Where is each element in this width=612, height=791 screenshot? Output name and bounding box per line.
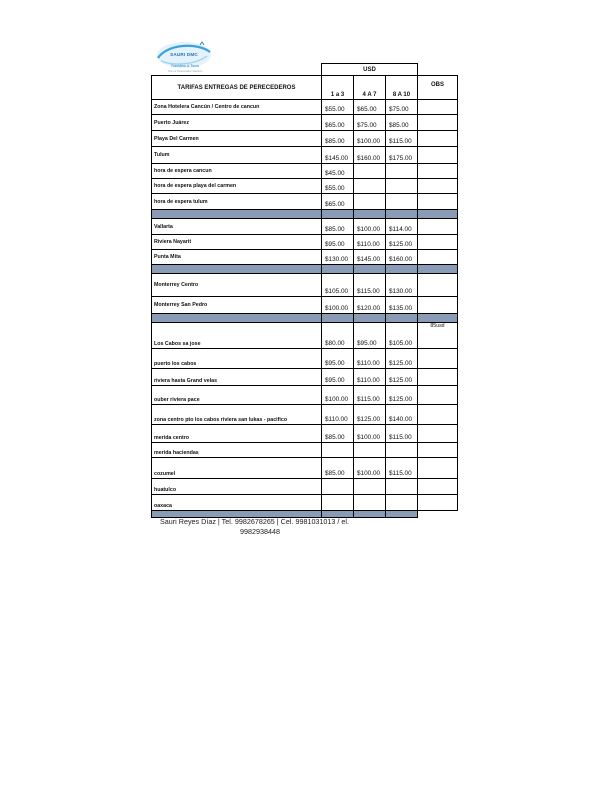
price-cell: $145.00 bbox=[354, 250, 386, 265]
price-cell: $100.00 bbox=[354, 219, 386, 235]
obs-cell bbox=[418, 425, 458, 443]
obs-cell bbox=[418, 386, 458, 405]
column-header: 4 A 7 bbox=[354, 76, 386, 100]
price-cell bbox=[354, 495, 386, 511]
table-row bbox=[152, 425, 458, 443]
location-cell: Vallarta bbox=[152, 219, 322, 235]
obs-cell bbox=[418, 235, 458, 250]
obs-cell bbox=[418, 405, 458, 425]
price-cell: $85.00 bbox=[322, 131, 354, 147]
location-cell: hora de espera tulum bbox=[152, 194, 322, 210]
table-row bbox=[152, 235, 458, 250]
separator-cell bbox=[152, 265, 322, 274]
footer-contact-line: Sauri Reyes Díaz | Tel. 9982678265 | Cel. 9981031013 / el. bbox=[160, 517, 350, 526]
location-cell: zona centro pto los cabos riviera san lukas - pacifico bbox=[152, 405, 322, 425]
separator-cell bbox=[418, 265, 458, 274]
location-cell: ouber riviera pace bbox=[152, 386, 322, 405]
price-cell: $65.00 bbox=[322, 115, 354, 131]
separator-cell bbox=[152, 314, 322, 323]
obs-cell bbox=[418, 443, 458, 458]
location-cell: Riviera Nayarit bbox=[152, 235, 322, 250]
separator-cell bbox=[354, 314, 386, 323]
price-cell: $85.00 bbox=[322, 425, 354, 443]
table-row bbox=[152, 443, 458, 458]
table-row bbox=[152, 250, 458, 265]
price-cell: $105.00 bbox=[322, 274, 354, 297]
obs-cell bbox=[418, 479, 458, 495]
obs-header: OBS bbox=[418, 76, 458, 100]
price-cell: $85.00 bbox=[322, 219, 354, 235]
price-cell: $75.00 bbox=[386, 100, 418, 115]
table-row bbox=[152, 164, 458, 179]
price-cell bbox=[354, 164, 386, 179]
price-cell: $120.00 bbox=[354, 297, 386, 314]
section-separator bbox=[152, 265, 458, 274]
price-cell: $95.00 bbox=[322, 235, 354, 250]
price-cell: $65.00 bbox=[354, 100, 386, 115]
price-cell: $100.00 bbox=[322, 297, 354, 314]
separator-cell bbox=[418, 314, 458, 323]
price-cell: $175.00 bbox=[386, 147, 418, 164]
obs-cell: 85usd bbox=[418, 323, 458, 349]
price-cell: $100.00 bbox=[354, 458, 386, 479]
location-cell: Tulum bbox=[152, 147, 322, 164]
price-cell: $160.00 bbox=[386, 250, 418, 265]
location-cell: merida haciendas bbox=[152, 443, 322, 458]
currency-label: USD bbox=[322, 64, 418, 76]
location-cell: Monterrey Centro bbox=[152, 274, 322, 297]
column-header: 1 a 3 bbox=[322, 76, 354, 100]
contact-footer bbox=[160, 517, 380, 537]
footer-phone-line: 9982938448 bbox=[240, 527, 280, 536]
table-row bbox=[152, 274, 458, 297]
price-cell: $65.00 bbox=[322, 194, 354, 210]
separator-cell bbox=[322, 314, 354, 323]
separator-cell bbox=[418, 511, 458, 518]
location-cell: merida centro bbox=[152, 425, 322, 443]
obs-cell bbox=[418, 164, 458, 179]
section-separator bbox=[152, 314, 458, 323]
price-cell: $55.00 bbox=[322, 179, 354, 194]
currency-header-row bbox=[152, 64, 458, 76]
price-cell bbox=[354, 194, 386, 210]
table-row bbox=[152, 194, 458, 210]
separator-cell bbox=[322, 210, 354, 219]
price-cell: $95.00 bbox=[322, 369, 354, 386]
obs-cell bbox=[418, 349, 458, 369]
price-cell: $100.00 bbox=[354, 425, 386, 443]
price-cell bbox=[386, 164, 418, 179]
price-cell bbox=[322, 443, 354, 458]
price-cell bbox=[386, 495, 418, 511]
separator-cell bbox=[386, 314, 418, 323]
price-cell: $110.00 bbox=[322, 405, 354, 425]
logo-name: SAURI DMC bbox=[170, 52, 198, 57]
table-row bbox=[152, 495, 458, 511]
price-cell: $130.00 bbox=[386, 274, 418, 297]
section-separator bbox=[152, 210, 458, 219]
separator-cell bbox=[354, 210, 386, 219]
obs-cell bbox=[418, 100, 458, 115]
location-cell: riviera hasta Grand velas bbox=[152, 369, 322, 386]
logo-subtitle: Transfers & Tours bbox=[170, 64, 200, 68]
table-row bbox=[152, 458, 458, 479]
price-cell: $125.00 bbox=[354, 405, 386, 425]
table-row bbox=[152, 147, 458, 164]
price-cell: $115.00 bbox=[354, 386, 386, 405]
price-cell bbox=[354, 179, 386, 194]
price-cell: $110.00 bbox=[354, 349, 386, 369]
location-cell: Puerto Juárez bbox=[152, 115, 322, 131]
obs-cell bbox=[418, 131, 458, 147]
obs-cell bbox=[418, 274, 458, 297]
price-cell: $75.00 bbox=[354, 115, 386, 131]
price-cell bbox=[322, 495, 354, 511]
price-cell: $105.00 bbox=[386, 323, 418, 349]
table-row bbox=[152, 100, 458, 115]
price-cell: $135.00 bbox=[386, 297, 418, 314]
price-cell: $100.00 bbox=[322, 386, 354, 405]
obs-cell bbox=[418, 219, 458, 235]
price-cell: $55.00 bbox=[322, 100, 354, 115]
location-cell: Los Cabos sa jose bbox=[152, 323, 322, 349]
location-cell: puerto los cabos bbox=[152, 349, 322, 369]
price-cell bbox=[386, 443, 418, 458]
price-cell: $115.00 bbox=[386, 458, 418, 479]
obs-cell bbox=[418, 297, 458, 314]
separator-cell bbox=[386, 511, 418, 518]
table-row bbox=[152, 479, 458, 495]
table-row bbox=[152, 369, 458, 386]
location-cell: oaxaca bbox=[152, 495, 322, 511]
separator-cell bbox=[386, 265, 418, 274]
obs-cell bbox=[418, 179, 458, 194]
rates-table bbox=[151, 63, 458, 518]
table-row bbox=[152, 323, 458, 349]
column-header-row bbox=[152, 76, 458, 100]
separator-cell bbox=[354, 265, 386, 274]
table-row bbox=[152, 405, 458, 425]
table-title: TARIFAS ENTREGAS DE PERECEDEROS bbox=[152, 76, 322, 100]
obs-cell bbox=[418, 369, 458, 386]
obs-cell bbox=[418, 147, 458, 164]
price-cell: $110.00 bbox=[354, 235, 386, 250]
location-cell: hora de espera cancun bbox=[152, 164, 322, 179]
price-cell: $125.00 bbox=[386, 349, 418, 369]
price-cell: $125.00 bbox=[386, 235, 418, 250]
blank-cell bbox=[152, 64, 322, 76]
price-cell: $95.00 bbox=[354, 323, 386, 349]
table-row bbox=[152, 386, 458, 405]
logo-tagline: Tours & Transportation Solutions bbox=[167, 70, 203, 73]
blank-cell bbox=[418, 64, 458, 76]
price-cell: $115.00 bbox=[354, 274, 386, 297]
table-row bbox=[152, 115, 458, 131]
price-cell: $125.00 bbox=[386, 386, 418, 405]
price-cell: $45.00 bbox=[322, 164, 354, 179]
location-cell: Playa Del Carmen bbox=[152, 131, 322, 147]
price-cell: $125.00 bbox=[386, 369, 418, 386]
price-cell: $110.00 bbox=[354, 369, 386, 386]
price-cell: $115.00 bbox=[386, 425, 418, 443]
obs-cell bbox=[418, 250, 458, 265]
location-cell: Punta Mita bbox=[152, 250, 322, 265]
obs-cell bbox=[418, 194, 458, 210]
price-cell bbox=[386, 194, 418, 210]
column-header: 8 A 10 bbox=[386, 76, 418, 100]
location-cell: hora de espera playa del carmen bbox=[152, 179, 322, 194]
table-row bbox=[152, 297, 458, 314]
table-row bbox=[152, 219, 458, 235]
price-cell: $160.00 bbox=[354, 147, 386, 164]
location-cell: cozumel bbox=[152, 458, 322, 479]
price-cell bbox=[322, 479, 354, 495]
price-cell bbox=[354, 479, 386, 495]
location-cell: Zona Hotelera Cancún / Centro de cancun bbox=[152, 100, 322, 115]
separator-cell bbox=[418, 210, 458, 219]
separator-cell bbox=[322, 265, 354, 274]
price-cell: $140.00 bbox=[386, 405, 418, 425]
separator-cell bbox=[386, 210, 418, 219]
price-cell bbox=[354, 443, 386, 458]
separator-cell bbox=[152, 210, 322, 219]
table-row bbox=[152, 179, 458, 194]
price-cell: $85.00 bbox=[386, 115, 418, 131]
price-cell: $100.00 bbox=[354, 131, 386, 147]
obs-cell bbox=[418, 115, 458, 131]
obs-cell bbox=[418, 495, 458, 511]
price-cell: $80.00 bbox=[322, 323, 354, 349]
price-cell: $130.00 bbox=[322, 250, 354, 265]
price-cell: $145.00 bbox=[322, 147, 354, 164]
obs-cell bbox=[418, 458, 458, 479]
table-row bbox=[152, 349, 458, 369]
price-cell bbox=[386, 179, 418, 194]
price-cell: $95.00 bbox=[322, 349, 354, 369]
price-cell: $114.00 bbox=[386, 219, 418, 235]
location-cell: huatulco bbox=[152, 479, 322, 495]
price-cell bbox=[386, 479, 418, 495]
location-cell: Monterrey San Pedro bbox=[152, 297, 322, 314]
table-row bbox=[152, 131, 458, 147]
price-cell: $115.00 bbox=[386, 131, 418, 147]
price-cell: $85.00 bbox=[322, 458, 354, 479]
